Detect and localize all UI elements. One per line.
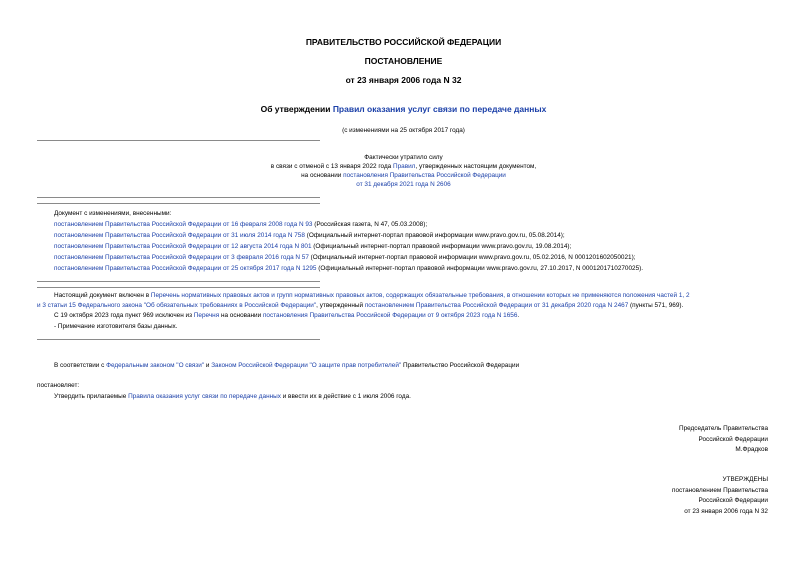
divider: [37, 197, 320, 198]
approved-date: от 23 января 2006 года N 32: [684, 507, 768, 515]
divider: [37, 339, 320, 340]
approved-country: Российской Федерации: [698, 497, 768, 504]
amendment-item: [54, 243, 571, 250]
note-text: на основании: [219, 312, 263, 319]
rules-link[interactable]: Правил: [393, 163, 416, 170]
amendment-link[interactable]: постановлением Правительства Российской Федерации от 25 октября 2017 года N 1295: [54, 265, 317, 272]
expired-text: , утвержденных настоящим документом,: [415, 163, 537, 170]
amendment-source: (Российская газета, N 47, 05.03.2008);: [312, 221, 428, 228]
federal-law-link[interactable]: и 3 статьи 15 Федерального закона "Об обязательных требованиях в Российской Федерации": [37, 302, 317, 309]
intro-paragraph: [54, 362, 519, 369]
amendment-item: [54, 265, 643, 272]
government-name: ПРАВИТЕЛЬСТВО РОССИЙСКОЙ ФЕДЕРАЦИИ: [305, 37, 502, 47]
signature-country: Российской Федерации: [698, 435, 768, 443]
note-paragraph-1: [54, 292, 690, 299]
expired-line1: Фактически утратило силу: [364, 154, 443, 161]
expired-text: на основании: [301, 172, 344, 179]
communications-law-link[interactable]: Федеральным законом "О связи": [106, 362, 205, 369]
amendment-link[interactable]: постановлением Правительства Российской Федерации от 31 июля 2014 года N 758: [54, 232, 305, 239]
note-paragraph-1-cont: [37, 302, 683, 309]
amendment-source: (Официальный интернет-портал правовой информации www.pravo.gov.ru, 19.08.2014);: [311, 243, 572, 250]
approved-label: УТВЕРЖДЕНЫ: [722, 476, 768, 483]
expired-line2: [0, 162, 807, 171]
document-title: [0, 104, 807, 114]
divider: [37, 287, 320, 288]
amendments-heading: Документ с изменениями, внесенными:: [54, 210, 172, 217]
amendment-link[interactable]: постановлением Правительства Российской Федерации от 12 августа 2014 года N 801: [54, 243, 312, 250]
approve-paragraph: [54, 393, 411, 400]
amendment-source: (Официальный интернет-портал правовой информации www.pravo.gov.ru, 05.08.2014);: [304, 232, 565, 239]
title-prefix: Об утверждении: [260, 104, 333, 114]
amendment-source: (Официальный интернет-портал правовой информации www.pravo.gov.ru, 27.10.2017, N 0001201710270025).: [316, 265, 644, 272]
amendment-item: [54, 221, 427, 228]
intro-text: В соответствии с: [54, 362, 107, 369]
resolution-link[interactable]: постановления Правительства Российской Федерации: [343, 172, 506, 179]
approve-text: и ввести их в действие с 1 июля 2006 года.: [280, 393, 411, 400]
consumer-law-link[interactable]: Законом Российской Федерации "О защите прав потребителей": [211, 362, 402, 369]
amendment-item: [54, 232, 565, 239]
amendment-source: (Официальный интернет-портал правовой информации www.pravo.gov.ru, 05.02.2016, N 0001201602050021);: [308, 254, 636, 261]
amendment-item: [54, 254, 635, 261]
rules-approve-link[interactable]: Правила оказания услуг связи по передаче данных: [128, 393, 281, 400]
list-short-link[interactable]: Перечня: [193, 312, 220, 319]
note-text: (пункты 571, 969).: [628, 302, 684, 309]
divider: [37, 203, 320, 204]
expired-line3: [0, 171, 807, 180]
decides-label: постановляет:: [37, 382, 80, 389]
note-text: Настоящий документ включен в: [54, 292, 151, 299]
note-text: .: [517, 312, 520, 319]
approved-block: [672, 475, 768, 517]
signature-name: М.Фрадков: [735, 446, 768, 453]
expired-text: в связи с отменой с 13 января 2022 года: [270, 163, 394, 170]
signature-title: Председатель Правительства: [679, 425, 768, 432]
divider: [37, 140, 320, 141]
list-link[interactable]: Перечень нормативных правовых актов и групп нормативных правовых актов, содержащих обязательные требования, в отношении которых не применяются положения частей 1, 2: [150, 292, 690, 299]
divider: [37, 281, 320, 282]
approve-text: Утвердить прилагаемые: [54, 393, 129, 400]
resolution-date-link[interactable]: от 31 декабря 2021 года N 2606: [356, 181, 451, 188]
approved-by: постановлением Правительства: [672, 486, 768, 494]
amendment-link[interactable]: постановлением Правительства Российской Федерации от 16 февраля 2008 года N 93: [54, 221, 313, 228]
note-paragraph-3: - Примечание изготовителя базы данных.: [54, 323, 178, 330]
intro-text: и: [204, 362, 212, 369]
amendment-link[interactable]: постановлением Правительства Российской Федерации от 3 февраля 2016 года N 57: [54, 254, 309, 261]
signature-block: [679, 424, 768, 456]
changes-note: (с изменениями на 25 октября 2017 года): [342, 127, 465, 134]
resolution-1656-link[interactable]: постановления Правительства Российской Федерации от 9 октября 2023 года N 1656: [262, 312, 518, 319]
document-date: от 23 января 2006 года N 32: [345, 75, 462, 85]
document-type: ПОСТАНОВЛЕНИЕ: [364, 56, 443, 66]
resolution-2467-link[interactable]: постановлением Правительства Российской Федерации от 31 декабря 2020 года N 2467: [364, 302, 629, 309]
title-link[interactable]: Правил оказания услуг связи по передаче данных: [332, 104, 547, 114]
note-text: , утвержденный: [316, 302, 365, 309]
note-text: С 19 октября 2023 года пункт 969 исключен из: [54, 312, 194, 319]
intro-text: Правительство Российской Федерации: [401, 362, 520, 369]
note-paragraph-2: [54, 312, 519, 319]
